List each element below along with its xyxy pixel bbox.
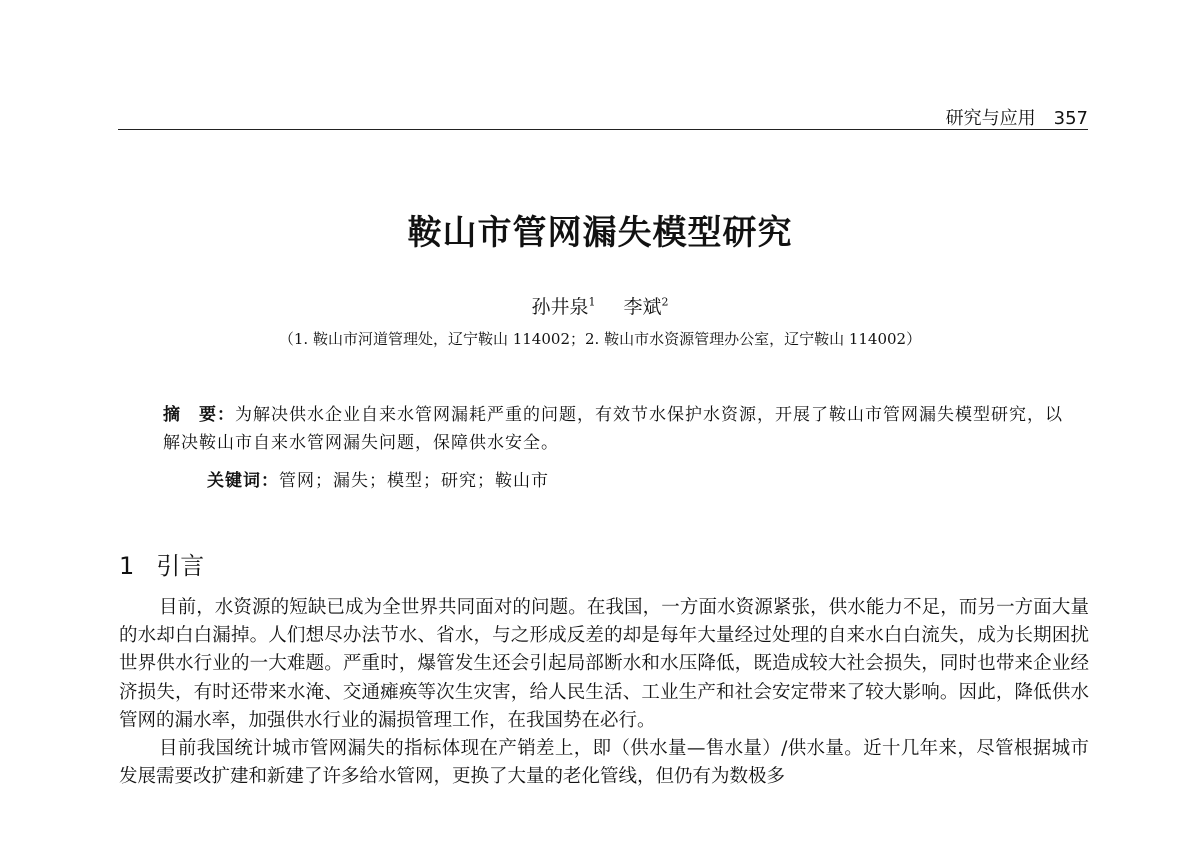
abstract-text: 为解决供水企业自来水管网漏耗严重的问题，有效节水保护水资源，开展了鞍山市管网漏失模型研究，以解决鞍山市自来水管网漏失问题，保障供水安全。 [163, 405, 1063, 453]
body-text [119, 594, 1089, 791]
affiliations: （1. 鞍山市河道管理处，辽宁鞍山 114002；2. 鞍山市水资源管理办公室，辽宁鞍山 114002） [278, 330, 922, 348]
keywords [207, 466, 1067, 491]
paragraph: 目前我国统计城市管网漏失的指标体现在产销差上，即（供水量—售水量）/供水量。近十几年来，尽管根据城市发展需要改扩建和新建了许多给水管网，更换了大量的老化管线，但仍有为数极多 [119, 738, 1089, 788]
author-name: 李斌 [623, 296, 662, 318]
author-name: 孙井泉 [531, 296, 589, 318]
section-title: 引言 [156, 552, 205, 580]
page-number: 357 [1053, 108, 1088, 129]
author-affiliation-mark: 1 [588, 295, 596, 309]
paper-title: 鞍山市管网漏失模型研究 [407, 213, 793, 253]
section-heading [119, 546, 204, 581]
keywords-label: 关键词： [207, 471, 279, 491]
abstract-label: 摘 要： [163, 405, 235, 425]
section-number: 1 [119, 552, 135, 580]
abstract [163, 401, 1063, 457]
author-line [0, 292, 1200, 319]
author-affiliation-mark: 2 [661, 295, 669, 309]
keywords-text: 管网；漏失；模型；研究；鞍山市 [279, 471, 549, 491]
running-head-section: 研究与应用 [945, 108, 1036, 129]
header-rule [118, 129, 1088, 130]
running-head [946, 104, 1088, 130]
paragraph: 目前，水资源的短缺已成为全世界共同面对的问题。在我国，一方面水资源紧张，供水能力不足，而另一方面大量的水却白白漏掉。人们想尽办法节水、省水，与之形成反差的却是每年大量经过处理的自来水白白流失，成为长期困扰世界供水行业的一大难题。严重时，爆管发生还会引起局部断水和水压降低，既造成较大社会损失，同时也带来企业经济损失，有时还带来水淹、交通瘫痪等次生灾害，给人民生活、工业生产和社会安定带来了较大影响。因此，降低供水管网的漏水率，加强供水行业的漏损管理工作，在我国势在必行。 [119, 597, 1089, 731]
